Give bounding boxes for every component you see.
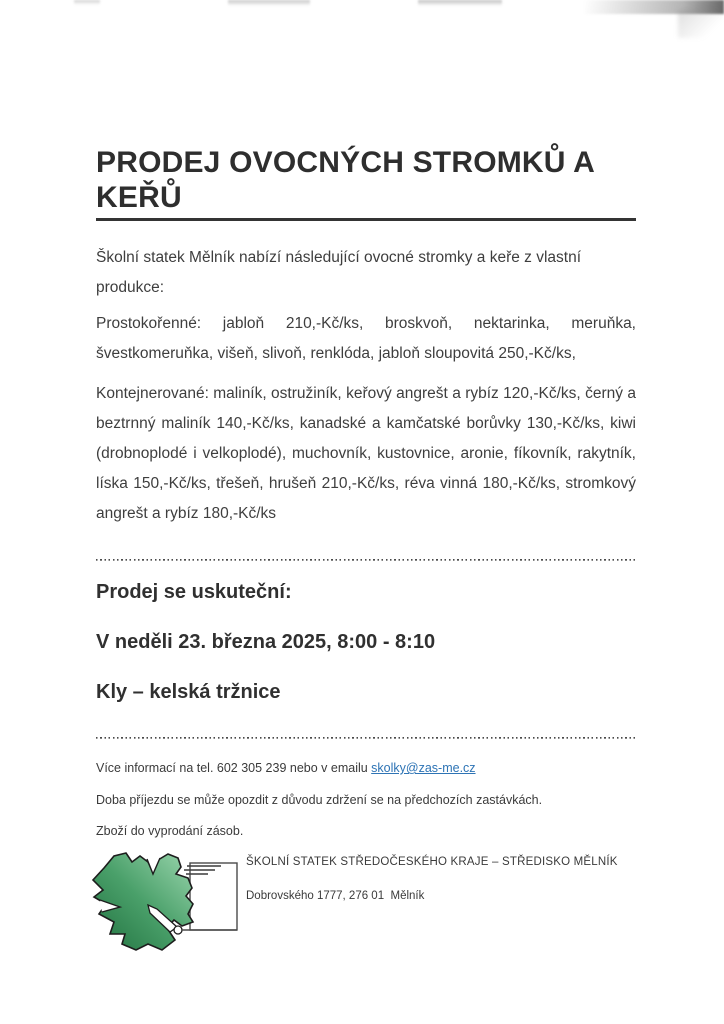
scan-corner-shadow — [584, 0, 724, 14]
bare-root-paragraph: Prostokořenné: jabloň 210,-Kč/ks, broskvoň, nektarinka, meruňka, švestkomeruňka, višeň, slivoň, renklóda, jabloň sloupovitá 250,-Kč/ks, — [96, 315, 636, 362]
region-map-logo — [90, 850, 242, 955]
sale-heading: Prodej se uskuteční: — [96, 581, 292, 603]
sale-location: Kly – kelská tržnice — [96, 681, 281, 703]
delay-note: Doba příjezdu se může opozdit z důvodu zdržení se na předchozích zastávkách. — [96, 793, 543, 807]
container-plants-paragraph: Kontejnerované: maliník, ostružiník, keřový angrešt a rybíz 120,-Kč/ks, černý a beztrnný maliník 140,-Kč/ks, kanadské a kamčatské borůvky 130,-Kč/ks, kiwi (drobnoplodé i velkoplodé), muchovník, kustovnice, aronie, fíkovník, rakytník, líska 150,-Kč/ks, třešeň, hrušeň 210,-Kč/ks, réva vinná 180,-Kč/ks, stromkový angrešt a rybíz 180,-Kč/ks — [96, 385, 636, 522]
org-name: ŠKOLNÍ STATEK STŘEDOČESKÉHO KRAJE – STŘEDISKO MĚLNÍK — [246, 856, 618, 868]
page-title — [96, 146, 636, 221]
org-text — [242, 850, 618, 902]
scan-smudge — [74, 0, 100, 5]
dotted-divider-bottom — [96, 737, 636, 739]
stock-note: Zboží do vyprodání zásob. — [96, 824, 244, 838]
intro-paragraph: Školní statek Mělník nabízí následující ovocné stromky a keře z vlastní produkce: — [96, 249, 582, 296]
org-footer — [90, 850, 636, 955]
page-title-text: PRODEJ OVOCNÝCH STROMKŮ A KEŘŮ — [96, 146, 636, 221]
contact-text: Více informací na tel. 602 305 239 nebo v emailu — [96, 761, 372, 775]
org-address: Dobrovského 1777, 276 01 Mělník — [246, 890, 425, 902]
email-link[interactable]: skolky@zas-me.cz — [371, 761, 476, 775]
scan-corner-shadow — [678, 10, 724, 38]
scan-smudge — [228, 0, 310, 6]
sale-datetime: V neděli 23. března 2025, 8:00 - 8:10 — [96, 631, 436, 653]
scan-smudge — [418, 0, 502, 6]
contact-line — [96, 759, 636, 777]
dotted-divider-top — [96, 559, 636, 561]
